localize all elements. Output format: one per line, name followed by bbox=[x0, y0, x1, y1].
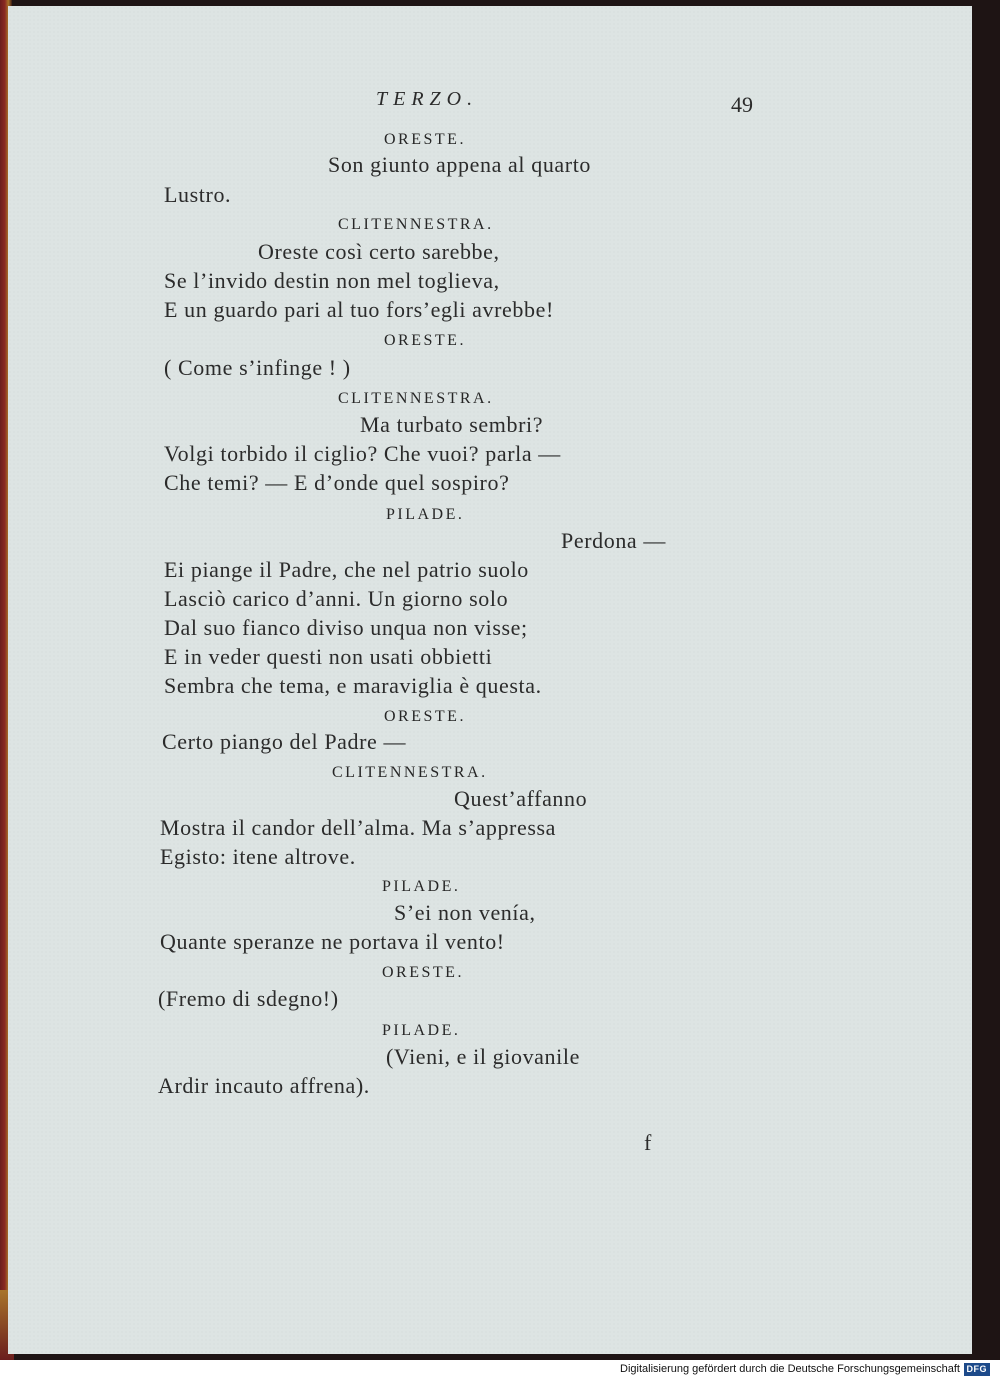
verse-line: Son giunto appena al quarto bbox=[328, 152, 592, 177]
verse-line: Dal suo fianco diviso unqua non visse; bbox=[164, 615, 528, 640]
speaker-name: PILADE. bbox=[382, 1022, 461, 1039]
verse-line: Volgi torbido il ciglio? Che vuoi? parla — bbox=[164, 441, 561, 466]
signature-mark: f bbox=[644, 1130, 652, 1155]
verse-line: Lustro. bbox=[164, 182, 232, 207]
verse-line: Se l’invido destin non mel toglieva, bbox=[164, 268, 500, 293]
verse-line: Sembra che tema, e maraviglia è questa. bbox=[164, 673, 542, 698]
running-head: TERZO. bbox=[376, 88, 479, 110]
verse-line: Ei piange il Padre, che nel patrio suolo bbox=[164, 557, 529, 582]
verse-line: Che temi? — E d’onde quel sospiro? bbox=[164, 470, 510, 495]
verse-line: Quante speranze ne portava il vento! bbox=[160, 929, 505, 954]
digitization-footer bbox=[0, 1360, 1000, 1380]
speaker-name: ORESTE. bbox=[384, 708, 466, 725]
verse-line: (Fremo di sdegno!) bbox=[158, 986, 339, 1011]
speaker-name: CLITENNESTRA. bbox=[332, 764, 488, 781]
speaker-name: ORESTE. bbox=[384, 131, 466, 148]
verse-line: E un guardo pari al tuo fors’egli avrebbe! bbox=[164, 297, 554, 322]
verse-line: ( Come s’infinge ! ) bbox=[164, 355, 351, 380]
verse-line: (Vieni, e il giovanile bbox=[386, 1044, 580, 1069]
page-number: 49 bbox=[731, 92, 753, 117]
speaker-name: CLITENNESTRA. bbox=[338, 216, 494, 233]
verse-line: Lasciò carico d’anni. Un giorno solo bbox=[164, 586, 509, 611]
verse-line: Certo piango del Padre — bbox=[162, 729, 407, 754]
speaker-name: PILADE. bbox=[386, 506, 465, 523]
verse-line: Ma turbato sembri? bbox=[360, 412, 544, 437]
funding-credit: Digitalisierung gefördert durch die Deutsche Forschungsgemeinschaft bbox=[620, 1363, 960, 1375]
verse-line: E in veder questi non usati obbietti bbox=[164, 644, 493, 669]
book-page bbox=[8, 6, 972, 1354]
verse-line: Oreste così certo sarebbe, bbox=[258, 239, 500, 264]
verse-line: Perdona — bbox=[561, 528, 666, 553]
speaker-name: PILADE. bbox=[382, 878, 461, 895]
dfg-logo: DFG bbox=[964, 1363, 991, 1376]
verse-line: Egisto: itene altrove. bbox=[160, 844, 356, 869]
speaker-name: CLITENNESTRA. bbox=[338, 390, 494, 407]
verse-line: Quest’affanno bbox=[454, 786, 588, 811]
verse-line: S’ei non venía, bbox=[394, 900, 536, 925]
speaker-name: ORESTE. bbox=[382, 964, 464, 981]
verse-line: Ardir incauto affrena). bbox=[158, 1073, 370, 1098]
verse-line: Mostra il candor dell’alma. Ma s’appressa bbox=[160, 815, 557, 840]
speaker-name: ORESTE. bbox=[384, 332, 466, 349]
